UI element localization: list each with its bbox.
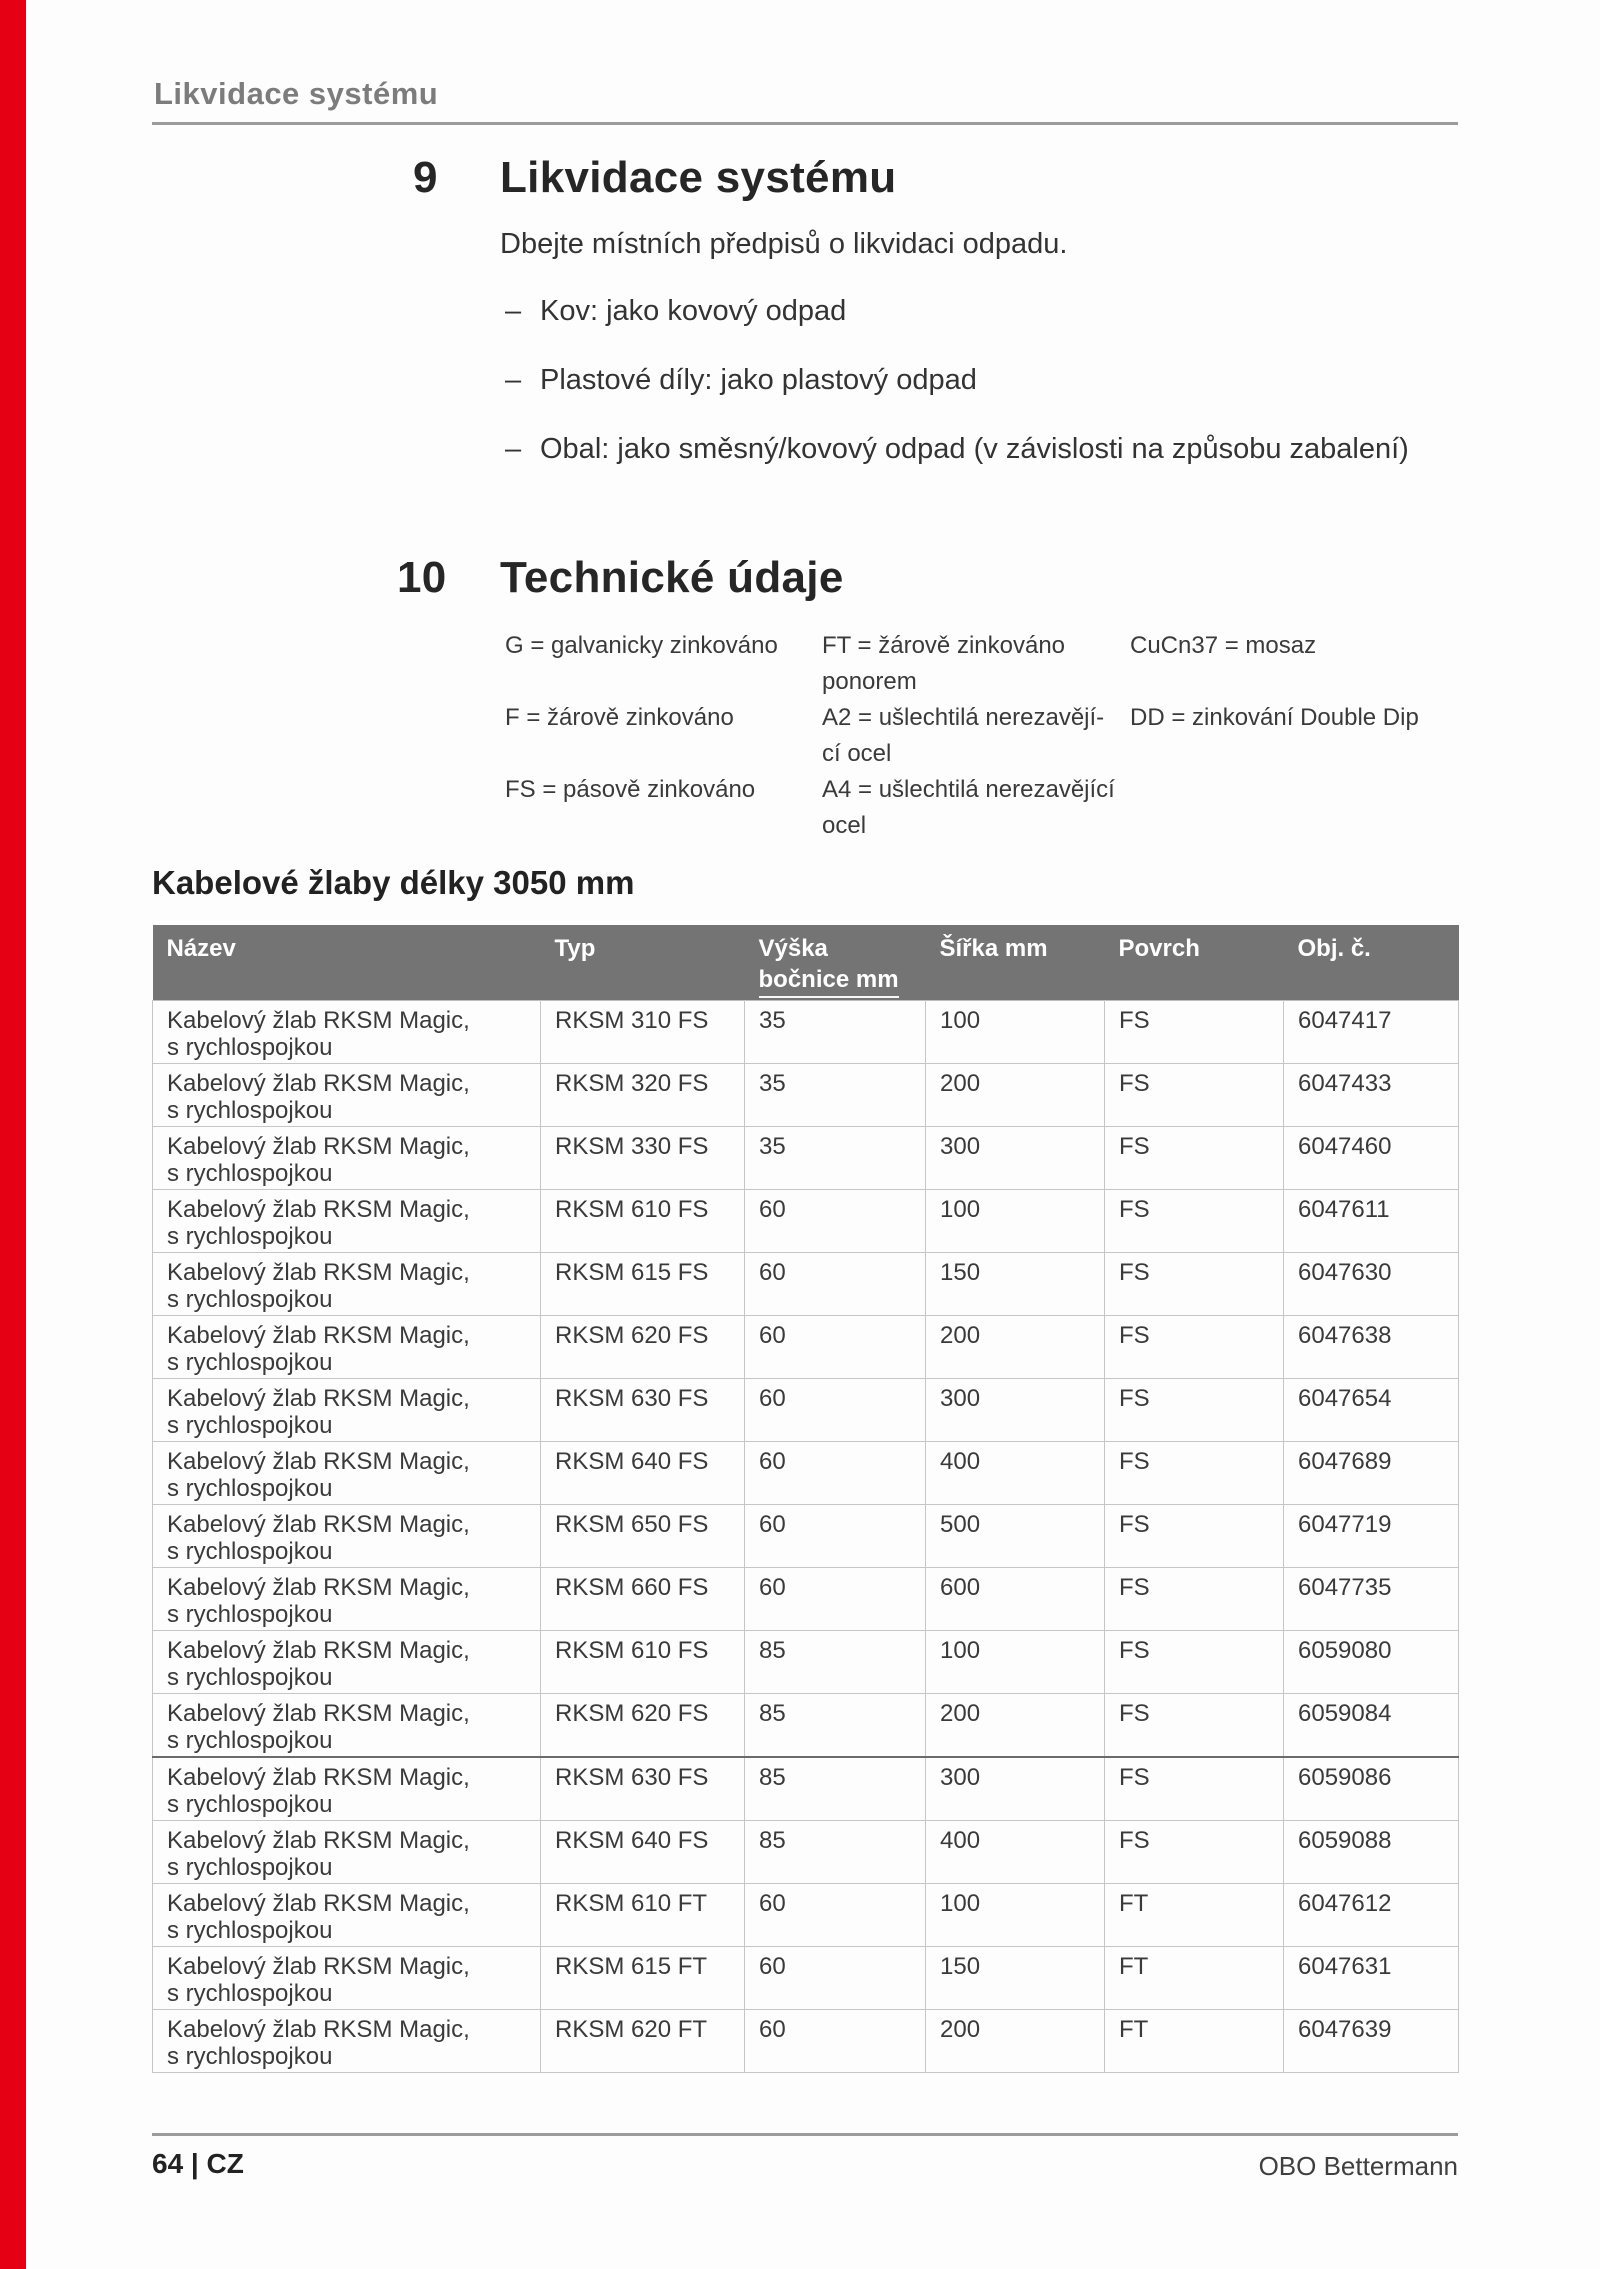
legend-column-2: [822, 628, 1130, 844]
surface-cell: FS: [1105, 1316, 1284, 1379]
height-cell: 60: [745, 1253, 926, 1316]
product-name-cell: [153, 1316, 541, 1379]
table-row: [153, 1127, 1459, 1190]
width-cell: 400: [926, 1442, 1105, 1505]
surface-cell: FS: [1105, 1568, 1284, 1631]
table-row: [153, 1253, 1459, 1316]
surface-cell: FS: [1105, 1694, 1284, 1758]
column-header-3: [745, 925, 926, 1001]
legend-line: ocel: [822, 812, 867, 839]
products-table-wrap: [152, 925, 1458, 2073]
section-10-number: 10: [397, 553, 447, 602]
product-name-line1: Kabelový žlab RKSM Magic,: [167, 1259, 470, 1286]
height-cell: 35: [745, 1001, 926, 1064]
section-9-intro: Dbejte místních předpisů o likvidaci odpadu.: [500, 228, 1068, 260]
type-cell: RKSM 620 FT: [541, 2010, 745, 2073]
section-10-title: Technické údaje: [500, 553, 844, 602]
product-name-cell: [153, 1568, 541, 1631]
width-cell: 300: [926, 1379, 1105, 1442]
type-cell: RKSM 610 FS: [541, 1631, 745, 1694]
legend-entry: [505, 772, 822, 844]
legend-entry: [822, 700, 1130, 772]
surface-cell: FS: [1105, 1631, 1284, 1694]
table-row: [153, 1568, 1459, 1631]
legend-entry: [822, 628, 1130, 700]
product-name-line1: Kabelový žlab RKSM Magic,: [167, 1890, 470, 1917]
header-label-line2: bočnice mm: [759, 965, 899, 998]
product-name-cell: [153, 1064, 541, 1127]
legend-line: A2 = ušlechtilá nerezavějí-: [822, 704, 1105, 731]
legend-line: F = žárově zinkováno: [505, 704, 734, 731]
table-row: [153, 1694, 1459, 1758]
product-name-line1: Kabelový žlab RKSM Magic,: [167, 1322, 470, 1349]
product-name-line1: Kabelový žlab RKSM Magic,: [167, 1070, 470, 1097]
height-cell: 35: [745, 1064, 926, 1127]
bullet-item: [505, 293, 1485, 329]
legend-column-3: [1130, 628, 1460, 844]
product-name-line2: s rychlospojkou: [167, 1791, 333, 1818]
table-title: Kabelové žlaby délky 3050 mm: [152, 864, 635, 901]
product-name-cell: [153, 1694, 541, 1758]
order-number-cell: 6059080: [1284, 1631, 1459, 1694]
order-number-cell: 6059086: [1284, 1757, 1459, 1821]
table-row: [153, 2010, 1459, 2073]
table-row: [153, 1631, 1459, 1694]
product-name-line1: Kabelový žlab RKSM Magic,: [167, 1007, 470, 1034]
column-header-4: [926, 925, 1105, 1001]
height-cell: 60: [745, 1505, 926, 1568]
product-name-line2: s rychlospojkou: [167, 1917, 333, 1944]
products-table: [152, 925, 1459, 2073]
type-cell: RKSM 310 FS: [541, 1001, 745, 1064]
order-number-cell: 6047611: [1284, 1190, 1459, 1253]
bullet-list: [505, 293, 1485, 500]
surface-cell: FS: [1105, 1442, 1284, 1505]
order-number-cell: 6059088: [1284, 1821, 1459, 1884]
product-name-line2: s rychlospojkou: [167, 1223, 333, 1250]
height-cell: 85: [745, 1757, 926, 1821]
table-row: [153, 1757, 1459, 1821]
header-label: [759, 964, 922, 998]
product-name-line1: Kabelový žlab RKSM Magic,: [167, 1574, 470, 1601]
legend-column-1: [505, 628, 822, 844]
order-number-cell: 6047417: [1284, 1001, 1459, 1064]
type-cell: RKSM 610 FS: [541, 1190, 745, 1253]
product-name-cell: [153, 1127, 541, 1190]
column-header-1: [153, 925, 541, 1001]
product-name-cell: [153, 1001, 541, 1064]
product-name-line2: s rychlospojkou: [167, 1727, 333, 1754]
width-cell: 100: [926, 1631, 1105, 1694]
legend-entry: [505, 628, 822, 700]
legend-line: A4 = ušlechtilá nerezavějící: [822, 776, 1115, 803]
legend-line: ponorem: [822, 668, 917, 695]
product-name-line1: Kabelový žlab RKSM Magic,: [167, 1764, 470, 1791]
height-cell: 85: [745, 1631, 926, 1694]
table-row: [153, 1884, 1459, 1947]
type-cell: RKSM 630 FS: [541, 1379, 745, 1442]
product-name-line2: s rychlospojkou: [167, 1538, 333, 1565]
product-name-line2: s rychlospojkou: [167, 1854, 333, 1881]
product-name-line2: s rychlospojkou: [167, 1980, 333, 2007]
width-cell: 200: [926, 1064, 1105, 1127]
table-row: [153, 1947, 1459, 2010]
order-number-cell: 6047719: [1284, 1505, 1459, 1568]
product-name-cell: [153, 1631, 541, 1694]
legend-line: FT = žárově zinkováno: [822, 632, 1066, 659]
product-name-cell: [153, 1947, 541, 2010]
product-name-line1: Kabelový žlab RKSM Magic,: [167, 1133, 470, 1160]
surface-cell: FT: [1105, 1884, 1284, 1947]
table-row: [153, 1821, 1459, 1884]
dash-icon: –: [505, 433, 522, 465]
legend-entry: [505, 700, 822, 772]
product-name-line2: s rychlospojkou: [167, 2043, 333, 2070]
order-number-cell: 6047735: [1284, 1568, 1459, 1631]
table-row: [153, 1379, 1459, 1442]
bullet-item: [505, 431, 1485, 467]
order-number-cell: 6047631: [1284, 1947, 1459, 2010]
surface-cell: FS: [1105, 1821, 1284, 1884]
height-cell: 85: [745, 1694, 926, 1758]
surface-cell: FT: [1105, 1947, 1284, 2010]
product-name-line1: Kabelový žlab RKSM Magic,: [167, 1827, 470, 1854]
dash-icon: –: [505, 364, 522, 396]
table-row: [153, 1316, 1459, 1379]
table-row: [153, 1001, 1459, 1064]
product-name-line1: Kabelový žlab RKSM Magic,: [167, 2016, 470, 2043]
width-cell: 200: [926, 1694, 1105, 1758]
product-name-line1: Kabelový žlab RKSM Magic,: [167, 1637, 470, 1664]
order-number-cell: 6047689: [1284, 1442, 1459, 1505]
legend-entry: [1130, 700, 1460, 772]
product-name-line2: s rychlospojkou: [167, 1286, 333, 1313]
width-cell: 500: [926, 1505, 1105, 1568]
width-cell: 300: [926, 1757, 1105, 1821]
width-cell: 400: [926, 1821, 1105, 1884]
type-cell: RKSM 620 FS: [541, 1316, 745, 1379]
type-cell: RKSM 330 FS: [541, 1127, 745, 1190]
width-cell: 100: [926, 1190, 1105, 1253]
table-row: [153, 1442, 1459, 1505]
bullet-text: Obal: jako směsný/kovový odpad (v závislosti na způsobu zabalení): [540, 433, 1409, 465]
width-cell: 100: [926, 1884, 1105, 1947]
product-name-line2: s rychlospojkou: [167, 1349, 333, 1376]
brand-red-edge-bar: [0, 0, 26, 2269]
legend-line: DD = zinkování Double Dip: [1130, 704, 1419, 731]
height-cell: 35: [745, 1127, 926, 1190]
surface-cell: FS: [1105, 1505, 1284, 1568]
width-cell: 150: [926, 1947, 1105, 2010]
section-9-number: 9: [413, 153, 438, 202]
type-cell: RKSM 610 FT: [541, 1884, 745, 1947]
legend-entry: [1130, 628, 1460, 700]
table-row: [153, 1505, 1459, 1568]
abbreviation-legend: [505, 628, 1460, 844]
order-number-cell: 6047639: [1284, 2010, 1459, 2073]
column-header-6: [1284, 925, 1459, 1001]
order-number-cell: 6047433: [1284, 1064, 1459, 1127]
order-number-cell: 6047654: [1284, 1379, 1459, 1442]
order-number-cell: 6059084: [1284, 1694, 1459, 1758]
header-label: Typ: [554, 935, 596, 962]
header-label: Šířka mm: [939, 935, 1048, 962]
width-cell: 200: [926, 1316, 1105, 1379]
type-cell: RKSM 630 FS: [541, 1757, 745, 1821]
bullet-text: Kov: jako kovový odpad: [540, 295, 847, 327]
height-cell: 60: [745, 1884, 926, 1947]
type-cell: RKSM 615 FS: [541, 1253, 745, 1316]
product-name-line1: Kabelový žlab RKSM Magic,: [167, 1700, 470, 1727]
legend-line: FS = pásově zinkováno: [505, 776, 756, 803]
product-name-line1: Kabelový žlab RKSM Magic,: [167, 1196, 470, 1223]
brand-name: OBO Bettermann: [1258, 2151, 1458, 2181]
legend-line: G = galvanicky zinkováno: [505, 632, 778, 659]
product-name-line2: s rychlospojkou: [167, 1475, 333, 1502]
header-label: Název: [166, 935, 236, 962]
type-cell: RKSM 620 FS: [541, 1694, 745, 1758]
height-cell: 60: [745, 2010, 926, 2073]
surface-cell: FS: [1105, 1253, 1284, 1316]
bullet-item: [505, 362, 1485, 398]
order-number-cell: 6047630: [1284, 1253, 1459, 1316]
header-label: Výška: [758, 935, 828, 962]
product-name-line2: s rychlospojkou: [167, 1601, 333, 1628]
table-header-row: [153, 925, 1459, 1001]
type-cell: RKSM 660 FS: [541, 1568, 745, 1631]
column-header-5: [1105, 925, 1284, 1001]
width-cell: 300: [926, 1127, 1105, 1190]
height-cell: 85: [745, 1821, 926, 1884]
surface-cell: FS: [1105, 1190, 1284, 1253]
product-name-line1: Kabelový žlab RKSM Magic,: [167, 1385, 470, 1412]
order-number-cell: 6047460: [1284, 1127, 1459, 1190]
surface-cell: FS: [1105, 1757, 1284, 1821]
page-number: 64 | CZ: [152, 2148, 244, 2179]
table-body: [153, 1001, 1459, 2073]
product-name-cell: [153, 1505, 541, 1568]
type-cell: RKSM 640 FS: [541, 1821, 745, 1884]
running-header-title: Likvidace systému: [154, 76, 439, 111]
legend-entry: [822, 772, 1130, 844]
legend-line: CuCn37 = mosaz: [1130, 632, 1317, 659]
height-cell: 60: [745, 1568, 926, 1631]
product-name-line1: Kabelový žlab RKSM Magic,: [167, 1511, 470, 1538]
surface-cell: FT: [1105, 2010, 1284, 2073]
product-name-cell: [153, 1884, 541, 1947]
type-cell: RKSM 615 FT: [541, 1947, 745, 2010]
header-divider-rule: [152, 122, 1458, 125]
product-name-cell: [153, 1190, 541, 1253]
surface-cell: FS: [1105, 1064, 1284, 1127]
height-cell: 60: [745, 1316, 926, 1379]
width-cell: 600: [926, 1568, 1105, 1631]
product-name-line2: s rychlospojkou: [167, 1412, 333, 1439]
surface-cell: FS: [1105, 1001, 1284, 1064]
header-label: Obj. č.: [1297, 935, 1371, 962]
table-row: [153, 1064, 1459, 1127]
product-name-line2: s rychlospojkou: [167, 1664, 333, 1691]
product-name-cell: [153, 1821, 541, 1884]
product-name-cell: [153, 1253, 541, 1316]
surface-cell: FS: [1105, 1127, 1284, 1190]
table-row: [153, 1190, 1459, 1253]
product-name-line2: s rychlospojkou: [167, 1034, 333, 1061]
width-cell: 200: [926, 2010, 1105, 2073]
footer-divider-rule: [152, 2133, 1458, 2136]
surface-cell: FS: [1105, 1379, 1284, 1442]
product-name-line1: Kabelový žlab RKSM Magic,: [167, 1953, 470, 1980]
product-name-cell: [153, 1442, 541, 1505]
product-name-line1: Kabelový žlab RKSM Magic,: [167, 1448, 470, 1475]
product-name-cell: [153, 2010, 541, 2073]
bullet-text: Plastové díly: jako plastový odpad: [540, 364, 977, 396]
product-name-line2: s rychlospojkou: [167, 1097, 333, 1124]
legend-line: cí ocel: [822, 740, 892, 767]
order-number-cell: 6047612: [1284, 1884, 1459, 1947]
header-label: Povrch: [1118, 935, 1200, 962]
type-cell: RKSM 640 FS: [541, 1442, 745, 1505]
section-9-title: Likvidace systému: [500, 153, 897, 202]
product-name-cell: [153, 1757, 541, 1821]
product-name-line2: s rychlospojkou: [167, 1160, 333, 1187]
order-number-cell: 6047638: [1284, 1316, 1459, 1379]
width-cell: 100: [926, 1001, 1105, 1064]
type-cell: RKSM 650 FS: [541, 1505, 745, 1568]
height-cell: 60: [745, 1442, 926, 1505]
height-cell: 60: [745, 1379, 926, 1442]
type-cell: RKSM 320 FS: [541, 1064, 745, 1127]
width-cell: 150: [926, 1253, 1105, 1316]
height-cell: 60: [745, 1947, 926, 2010]
column-header-2: [541, 925, 745, 1001]
product-name-cell: [153, 1379, 541, 1442]
dash-icon: –: [505, 295, 522, 327]
height-cell: 60: [745, 1190, 926, 1253]
